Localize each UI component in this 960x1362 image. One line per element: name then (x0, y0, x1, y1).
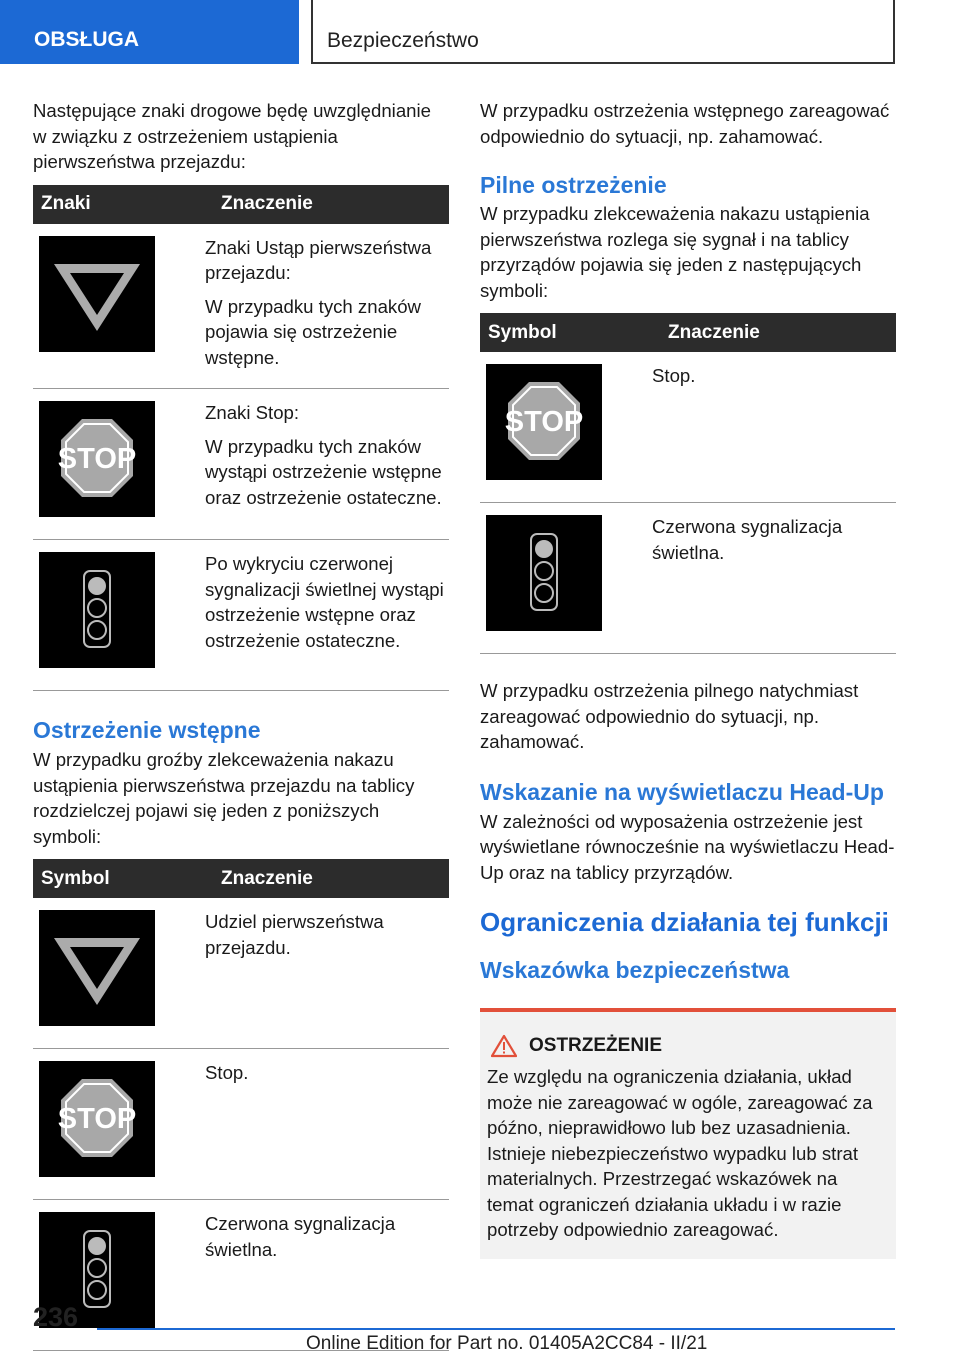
edition-note: Online Edition for Part no. 01405A2CC84 - II/21 (306, 1333, 708, 1354)
meaning-cell (197, 389, 449, 540)
chapter-title: Bezpieczeństwo (327, 29, 479, 52)
section-heading-prewarning: Ostrzeżenie wstępne (33, 717, 261, 743)
traffic-light-icon (486, 515, 602, 631)
meaning-cell (644, 352, 896, 503)
right-column (480, 98, 896, 1259)
stop-sign-icon (486, 364, 602, 480)
hud-paragraph: W zależności od wyposażenia ostrzeżenie jest wyświetlane równocześnie na wyświetlaczu Head-Up oraz na tablicy przyrządów. (480, 810, 895, 883)
meaning-text: W przypadku tych znaków wystąpi ostrzeżenie wstępne oraz ostrzeżenie ostateczne. (205, 435, 442, 508)
road-signs-table (33, 185, 449, 692)
meaning-text: Stop. (652, 365, 696, 386)
meaning-text: Czerwona sygnalizacja świetlna. (205, 1213, 396, 1260)
urgent-reaction-paragraph: W przypadku ostrzeżenia pilnego natychmiast zareagować odpowiednio do sytuacji, np. zahamować. (480, 680, 859, 752)
yield-sign-icon (39, 910, 155, 1026)
table-header-signs: Znaki (33, 185, 197, 224)
section-heading-hud: Wskazanie na wyświetlaczu Head-Up (480, 778, 884, 805)
section-heading-safety: Wskazówka bezpieczeństwa (480, 957, 790, 983)
table-row (33, 1049, 449, 1200)
meaning-text: W przypadku tych znaków pojawia się ostrzeżenie wstępne. (205, 295, 421, 368)
page-number: 236 (33, 1302, 79, 1332)
section-tab (0, 0, 299, 64)
section-heading-urgent: Pilne ostrzeżenie (480, 172, 667, 198)
warning-title: OSTRZEŻENIE (529, 1035, 663, 1056)
yield-sign-icon (39, 236, 155, 352)
table-row (33, 540, 449, 691)
table-header-symbol: Symbol (480, 313, 644, 352)
meaning-cell (197, 1049, 449, 1200)
prewarning-paragraph: W przypadku groźby zlekceważenia nakazu ustąpienia pierwszeństwa przejazdu na tablicy rozdzielczej pojawi się jeden z poniższych symboli: (33, 749, 415, 847)
warning-text: Ze względu na ograniczenia działania, układ może nie zareagować w ogóle, zareagować za późno, nieprawidłowo lub bez uzasadnienia. Istnieje niebezpieczeństwo wypadku lub strat materialnych. Przestrzegać wskazówek na temat ograniczeń działania układu i w razie potrzeby odpowiednio zareagować. (487, 1066, 873, 1240)
meaning-text: Udziel pierwszeństwa przejazdu. (205, 911, 384, 958)
footer-divider (97, 1328, 895, 1330)
section-heading-limits: Ograniczenia działania tej funkcji (480, 907, 889, 937)
warning-triangle-icon (491, 1034, 517, 1058)
intro-paragraph: Następujące znaki drogowe będę uwzględnianie w związku z ostrzeżeniem ustąpienia pierwszeństwa przejazdu: (33, 100, 431, 172)
table-header-meaning: Znaczenie (197, 859, 449, 898)
meaning-text: Znaki Stop: (205, 402, 300, 423)
urgent-symbols-table (480, 313, 896, 654)
meaning-cell (644, 503, 896, 654)
traffic-light-icon (39, 552, 155, 668)
meaning-cell (197, 224, 449, 389)
table-row (480, 352, 896, 503)
left-column (33, 98, 449, 1351)
meaning-text: Stop. (205, 1062, 249, 1083)
meaning-cell (197, 540, 449, 691)
chapter-header (311, 0, 895, 64)
table-row (33, 224, 449, 389)
stop-label: STOP (57, 1103, 137, 1135)
meaning-text: Znaki Ustąp pierwszeństwa przejazdu: (205, 236, 432, 283)
meaning-cell (197, 898, 449, 1049)
stop-label: STOP (504, 406, 584, 438)
section-label: OBSŁUGA (34, 28, 139, 51)
table-row (33, 898, 449, 1049)
stop-label: STOP (57, 443, 137, 475)
table-header-symbol: Symbol (33, 859, 197, 898)
prewarning-reaction-paragraph: W przypadku ostrzeżenia wstępnego zareagować odpowiednio do sytuacji, np. zahamować. (480, 100, 890, 147)
table-header-meaning: Znaczenie (644, 313, 896, 352)
table-row (33, 389, 449, 540)
stop-sign-icon (39, 401, 155, 517)
meaning-text: Po wykryciu czerwonej sygnalizacji świetlnej wystąpi ostrzeżenie wstępne oraz ostrzeżenie ostateczne. (205, 553, 444, 651)
prewarning-symbols-table (33, 859, 449, 1351)
stop-sign-icon (39, 1061, 155, 1177)
meaning-text: Czerwona sygnalizacja świetlna. (652, 516, 843, 563)
table-header-meaning: Znaczenie (197, 185, 449, 224)
urgent-paragraph: W przypadku zlekceważenia nakazu ustąpienia pierwszeństwa rozlega się sygnał i na tablicy przyrządów pojawia się jeden z następujących symboli: (480, 203, 870, 301)
table-row (480, 503, 896, 654)
warning-box (480, 1008, 896, 1259)
